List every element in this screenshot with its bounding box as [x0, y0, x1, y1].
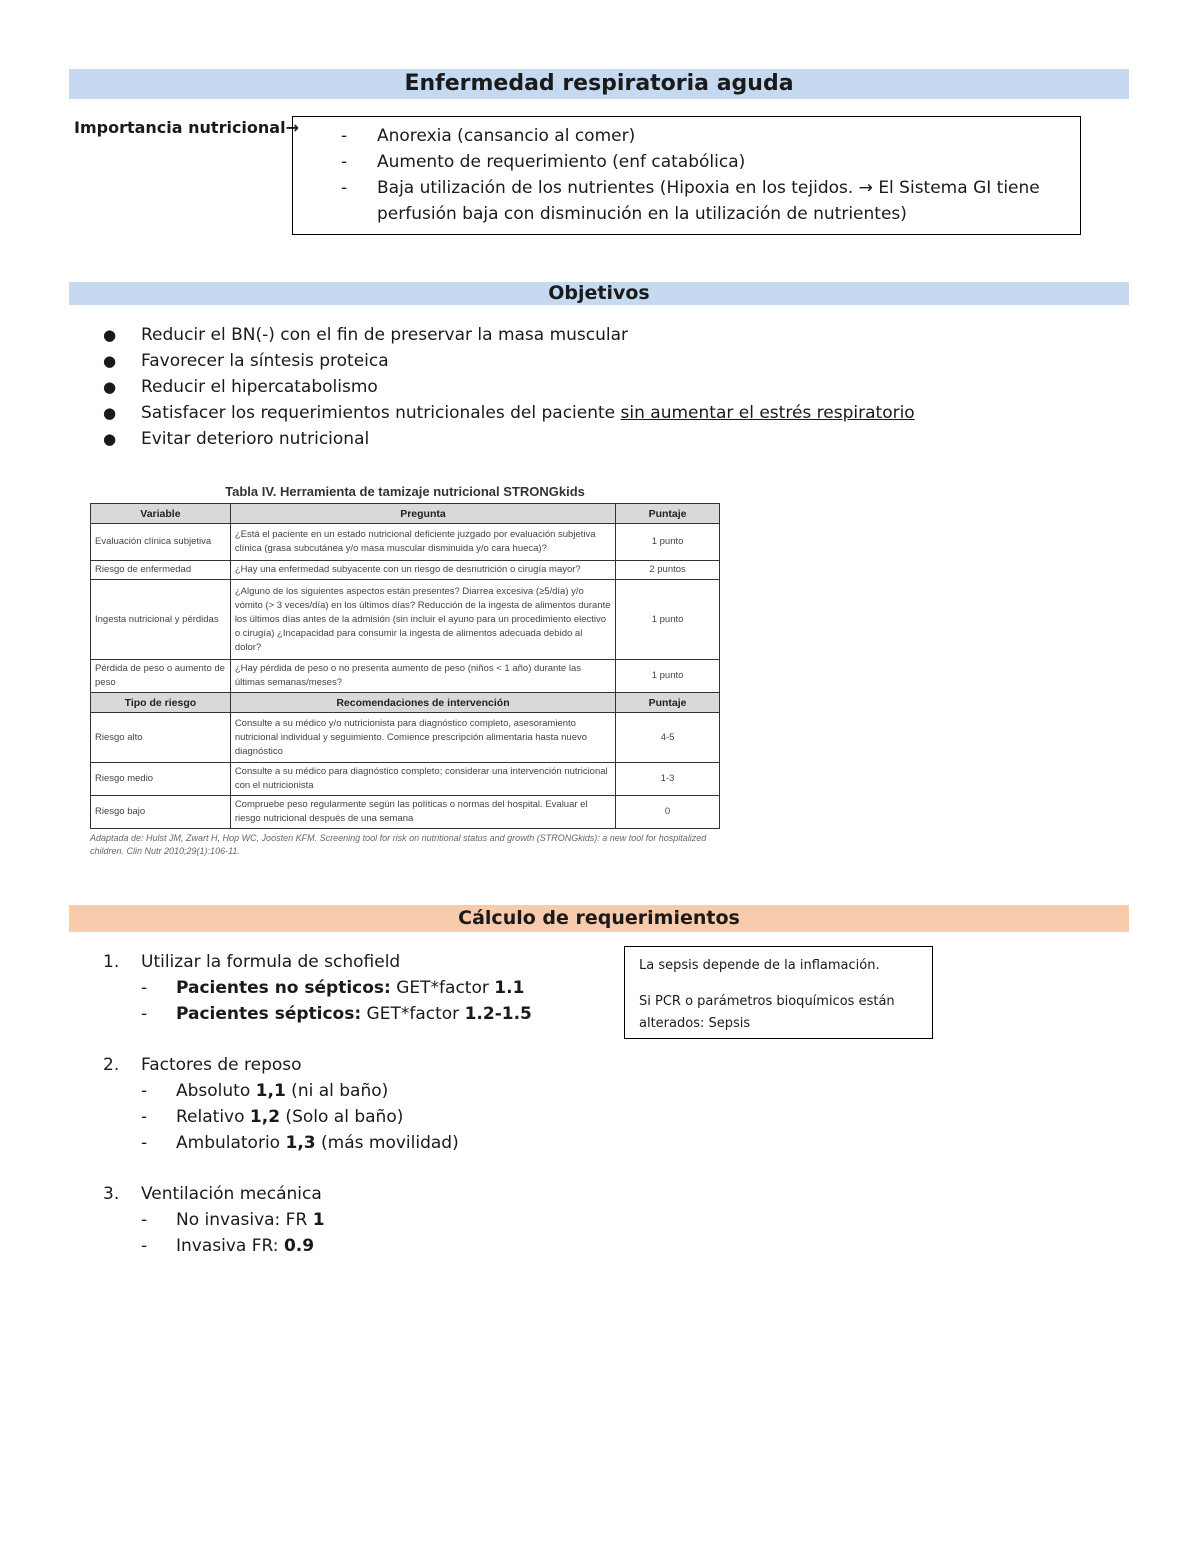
numbered-item: 2. Factores de reposo - Absoluto 1,1 (ni al baño) - Relativo 1,2 (Solo al baño) - Ambulatorio 1,3 (más movilidad): [103, 1052, 459, 1156]
calculo-section-2: [103, 1052, 459, 1156]
importancia-label-text: Importancia nutricional: [74, 118, 286, 137]
numbered-item: 3. Ventilación mecánica - No invasiva: FR 1 - Invasiva FR: 0.9: [103, 1181, 325, 1259]
table-cell: Riesgo bajo: [91, 796, 231, 829]
table-row: [91, 561, 720, 580]
bullet-icon: ●: [103, 404, 117, 422]
bullet-icon: ●: [103, 430, 117, 448]
sub-item: - Pacientes no sépticos: GET*factor 1.1: [141, 975, 532, 1001]
table-cell: Evaluación clínica subjetiva: [91, 524, 231, 561]
table-title: Tabla IV. Herramienta de tamizaje nutricional STRONGkids: [225, 484, 585, 499]
sepsis-note-line: La sepsis depende de la inflamación.: [639, 958, 880, 973]
dash-icon: -: [141, 1210, 148, 1230]
sub-item: - Relativo 1,2 (Solo al baño): [141, 1104, 459, 1130]
list-item: ● Reducir el BN(-) con el fin de preservar la masa muscular: [103, 322, 915, 348]
table-cell: Compruebe peso regularmente según las políticas o normas del hospital. Evaluar el riesgo nutricional después de una semana: [230, 796, 615, 829]
dash-icon: -: [341, 126, 348, 146]
dash-icon: -: [141, 1004, 148, 1024]
arrow-right-icon: →: [285, 118, 299, 137]
list-item-continuation: perfusión baja con disminución en la utilización de nutrientes): [377, 204, 907, 224]
item-number: 1.: [103, 952, 120, 972]
table-cell: Ingesta nutricional y pérdidas: [91, 580, 231, 660]
calculo-section-3: [103, 1181, 325, 1259]
table-cell: 2 puntos: [616, 561, 720, 580]
table-cell: 4-5: [616, 713, 720, 763]
list-item: ● Evitar deterioro nutricional: [103, 426, 915, 452]
item-number: 3.: [103, 1184, 120, 1204]
table-source-note: Adaptada de: Hulst JM, Zwart H, Hop WC, Joosten KFM. Screening tool for risk on nutritional status and growth (STRONGkids): a new tool for hospitalized children. Clin Nutr 2010;29(1):106-11.: [90, 833, 707, 856]
table-cell: ¿Está el paciente en un estado nutricional deficiente juzgado por evaluación subjetiva clínica (grasa subcutánea y/o masa muscular disminuida y/o cara hueca)?: [230, 524, 615, 561]
table-cell: ¿Hay pérdida de peso o no presenta aumento de peso (niños < 1 año) durante las últimas semanas/meses?: [230, 660, 615, 693]
table-header-row: [91, 504, 720, 524]
list-item: ● Favorecer la síntesis proteica: [103, 348, 915, 374]
table-row: [91, 763, 720, 796]
list-item: - Baja utilización de los nutrientes (Hipoxia en los tejidos. → El Sistema GI tiene: [341, 175, 1040, 201]
calculo-heading: Cálculo de requerimientos: [69, 905, 1129, 932]
sub-item: - Invasiva FR: 0.9: [141, 1233, 325, 1259]
strongkids-figure: [90, 484, 720, 858]
bullet-icon: ●: [103, 352, 117, 370]
bullet-icon: ●: [103, 326, 117, 344]
sub-item: - Pacientes sépticos: GET*factor 1.2-1.5: [141, 1001, 532, 1027]
sepsis-note-line: Si PCR o parámetros bioquímicos están alterados: Sepsis: [639, 994, 895, 1031]
table-row: [91, 713, 720, 763]
table-cell: Riesgo de enfermedad: [91, 561, 231, 580]
importancia-box: [292, 116, 1081, 235]
sepsis-note-box: [624, 946, 933, 1039]
table-cell: ¿Hay una enfermedad subyacente con un riesgo de desnutrición o cirugía mayor?: [230, 561, 615, 580]
table-cell: Consulte a su médico para diagnóstico completo; considerar una intervención nutricional con el nutricionista: [230, 763, 615, 796]
sub-item: - Ambulatorio 1,3 (más movilidad): [141, 1130, 459, 1156]
dash-icon: -: [141, 1236, 148, 1256]
table-cell: ¿Alguno de los siguientes aspectos están presentes? Diarrea excesiva (≥5/día) y/o vómito (> 3 veces/día) en los últimos días? Reducción de la ingesta de alimentos durante los últimos días antes de la admisión (sin incluir el ayuno para un procedimiento electivo o cirugía) ¿Incapacidad para consumir la ingesta de alimentos adecuada debido al dolor?: [230, 580, 615, 660]
sub-item: - Absoluto 1,1 (ni al baño): [141, 1078, 459, 1104]
calculo-section-1: [103, 949, 532, 1027]
item-number: 2.: [103, 1055, 120, 1075]
objetivos-list: [103, 322, 915, 452]
table-cell: 1 punto: [616, 660, 720, 693]
table-cell: 1-3: [616, 763, 720, 796]
importancia-list: [341, 123, 1040, 227]
sub-list: [141, 975, 532, 1027]
dash-icon: -: [141, 1133, 148, 1153]
sub-list: [141, 1078, 459, 1156]
dash-icon: -: [141, 1107, 148, 1127]
sub-list: [141, 1207, 325, 1259]
table-cell: Riesgo alto: [91, 713, 231, 763]
table-row: [91, 524, 720, 561]
table-header: Puntaje: [616, 693, 720, 713]
table-cell: Consulte a su médico y/o nutricionista para diagnóstico completo, asesoramiento nutricional individual y seguimiento. Comience prescripción alimentaria hasta nuevo diagnóstico: [230, 713, 615, 763]
table-header: Variable: [91, 504, 231, 524]
list-item: ● Reducir el hipercatabolismo: [103, 374, 915, 400]
list-item: - Aumento de requerimiento (enf catabólica): [341, 149, 1040, 175]
importancia-label: [74, 118, 299, 137]
table-row: [91, 796, 720, 829]
table-header: Tipo de riesgo: [91, 693, 231, 713]
objetivos-heading: Objetivos: [69, 282, 1129, 305]
bullet-icon: ●: [103, 378, 117, 396]
list-item: ● Satisfacer los requerimientos nutricionales del paciente sin aumentar el estrés respiratorio: [103, 400, 915, 426]
table-cell: 0: [616, 796, 720, 829]
table-header: Recomendaciones de intervención: [230, 693, 615, 713]
table-row: [91, 660, 720, 693]
underlined-text: sin aumentar el estrés respiratorio: [620, 403, 915, 423]
table-header: Puntaje: [616, 504, 720, 524]
strongkids-table: [90, 503, 720, 829]
table-cell: Riesgo medio: [91, 763, 231, 796]
table-header: Pregunta: [230, 504, 615, 524]
table-row: [91, 580, 720, 660]
dash-icon: -: [341, 178, 348, 198]
dash-icon: -: [341, 152, 348, 172]
page-title: Enfermedad respiratoria aguda: [69, 69, 1129, 99]
numbered-item: 1. Utilizar la formula de schofield - Pacientes no sépticos: GET*factor 1.1 - Pacientes sépticos: GET*factor 1.2-1.5: [103, 949, 532, 1027]
table-cell: 1 punto: [616, 580, 720, 660]
table-cell: 1 punto: [616, 524, 720, 561]
table-cell: Pérdida de peso o aumento de peso: [91, 660, 231, 693]
table-header-row: [91, 693, 720, 713]
dash-icon: -: [141, 978, 148, 998]
sub-item: - No invasiva: FR 1: [141, 1207, 325, 1233]
dash-icon: -: [141, 1081, 148, 1101]
list-item: - Anorexia (cansancio al comer): [341, 123, 1040, 149]
